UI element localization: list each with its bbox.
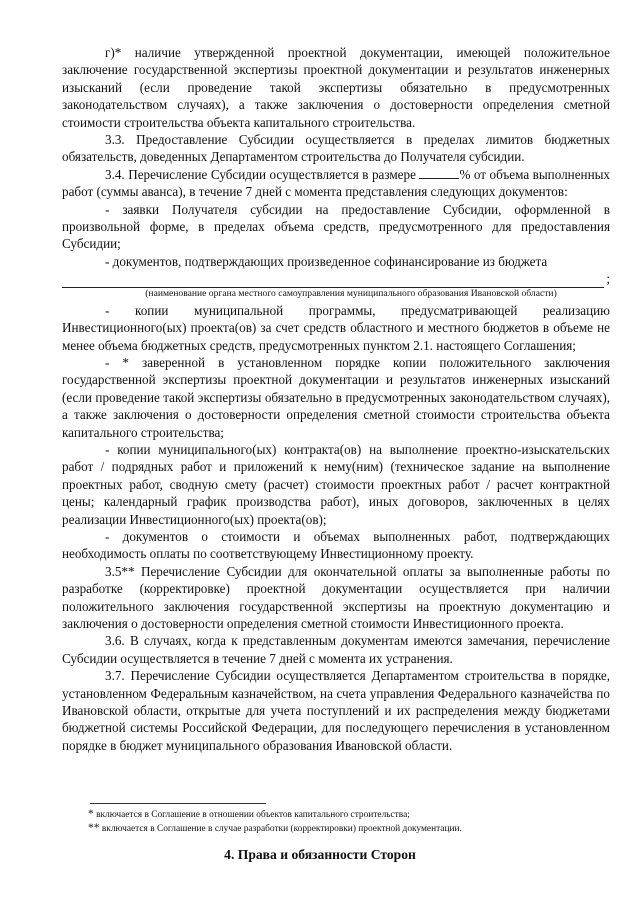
paragraph-3-4: [62, 166, 610, 201]
paragraph-3-7: 3.7. Перечисление Субсидии осуществляется Департаментом строительства в порядке, установленном Федеральным казначейством, на счета управления Федерального казначейства по Ивановской области, открытые для учета поступлений и их распределения между бюджетами бюджетной системы Российской Федерации, для последующего перечисления в установленном порядке в бюджет муниципального образования Ивановской области.: [62, 668, 610, 753]
list-item-zayavki: - заявки Получателя субсидии на предоставление Субсидии, оформленной в произвольной форме, в пределах объема средств, предусмотренного для предоставления Субсидии;: [62, 201, 610, 252]
list-item-kontrakt: - копии муниципального(ых) контракта(ов) на выполнение проектно-изыскательских работ / подрядных работ и приложений к нему(ним) (техническое задание на выполнение проектных работ, сводную смету (расчет) стоимости проектных работ / расчет контрактной цены; календарный график производства работ), иных договоров, заключенных в целях реализации Инвестиционного(ых) проекта(ов);: [62, 441, 610, 527]
list-item-stoimost: - документов о стоимости и объемах выполненных работ, подтверждающих необходимость оплаты по соответствующему Инвестиционному проекту.: [62, 528, 610, 562]
fill-in-rule: [62, 275, 604, 288]
paragraph-item-g: г)* наличие утвержденной проектной документации, имеющей положительное заключение государственной экспертизы проектной документации и результатов инженерных изысканий (если проведение такой экспертизы обязательно в предусмотренных законодательством случаях), а также заключения о достоверности определения сметной стоимости строительства объекта капитального строительства.: [62, 45, 610, 130]
footnote-separator: [90, 803, 266, 804]
footnote-1-text: включается в Соглашение в отношении объектов капитального строительства;: [96, 810, 410, 820]
footnotes: [88, 808, 608, 836]
footnote-1: [88, 808, 608, 822]
paragraph-3-3: 3.3. Предоставление Субсидии осуществляется в пределах лимитов бюджетных обязательств, доведенных Департаментом строительства до Получателя субсидии.: [62, 132, 610, 165]
list-item-docs-intro: - документов, подтверждающих произведенное софинансирование из бюджета: [105, 253, 548, 269]
list-item-zaverennoy-kopii: - * заверенной в установленном порядке копии положительного заключения государственной экспертизы проектной документации и результатов инженерных изысканий (если проведение такой экспертизы обязательно в предусмотренных законодательством случаях), а также заключения о достоверности определения сметной стоимости строительства объекта капитального строительства;: [62, 354, 610, 440]
paragraph-3-4-start: 3.4. Перечисление Субсидии осуществляется в размере: [105, 166, 416, 182]
paragraph-3-6: 3.6. В случаях, когда к представленным документам имеются замечания, перечисление Субсидии осуществляется в течение 7 дней с момента их устранения.: [62, 633, 610, 666]
section-heading: 4. Права и обязанности Сторон: [224, 847, 416, 862]
footnote-2-text: включается в Соглашение в случае разработки (корректировки) проектной документации.: [101, 824, 462, 834]
fill-in-caption: (наименование органа местного самоуправления муниципального образования Ивановской области): [145, 287, 557, 299]
paragraph-3-5: 3.5** Перечисление Субсидии для окончательной оплаты за выполненные работы по разработке (корректировке) проектной документации осуществляется при наличии положительного заключения государственной экспертизы на проектную документацию и заключения о достоверности определения сметной стоимости Инвестиционного проекта.: [62, 563, 610, 631]
fill-in-line: [62, 270, 610, 287]
footnote-1-mark: *: [88, 808, 94, 820]
paragraph-3-4-end: % от объема выполненных работ (суммы аванса), в течение 7 дней с момента представления следующих документов:: [62, 166, 610, 200]
footnote-2-mark: **: [88, 822, 100, 834]
document-body: [62, 44, 610, 754]
percent-blank: [419, 167, 459, 179]
fill-in-line-end: ;: [606, 271, 610, 287]
footnote-2: [88, 822, 608, 836]
list-item-kopii-programmy: - копии муниципальной программы, предусматривающей реализацию Инвестиционного(ых) проекта(ов) за счет средств областного и местного бюджетов в объеме не менее объема бюджетных средств, предусмотренных пунктом 2.1. настоящего Соглашения;: [62, 302, 610, 353]
